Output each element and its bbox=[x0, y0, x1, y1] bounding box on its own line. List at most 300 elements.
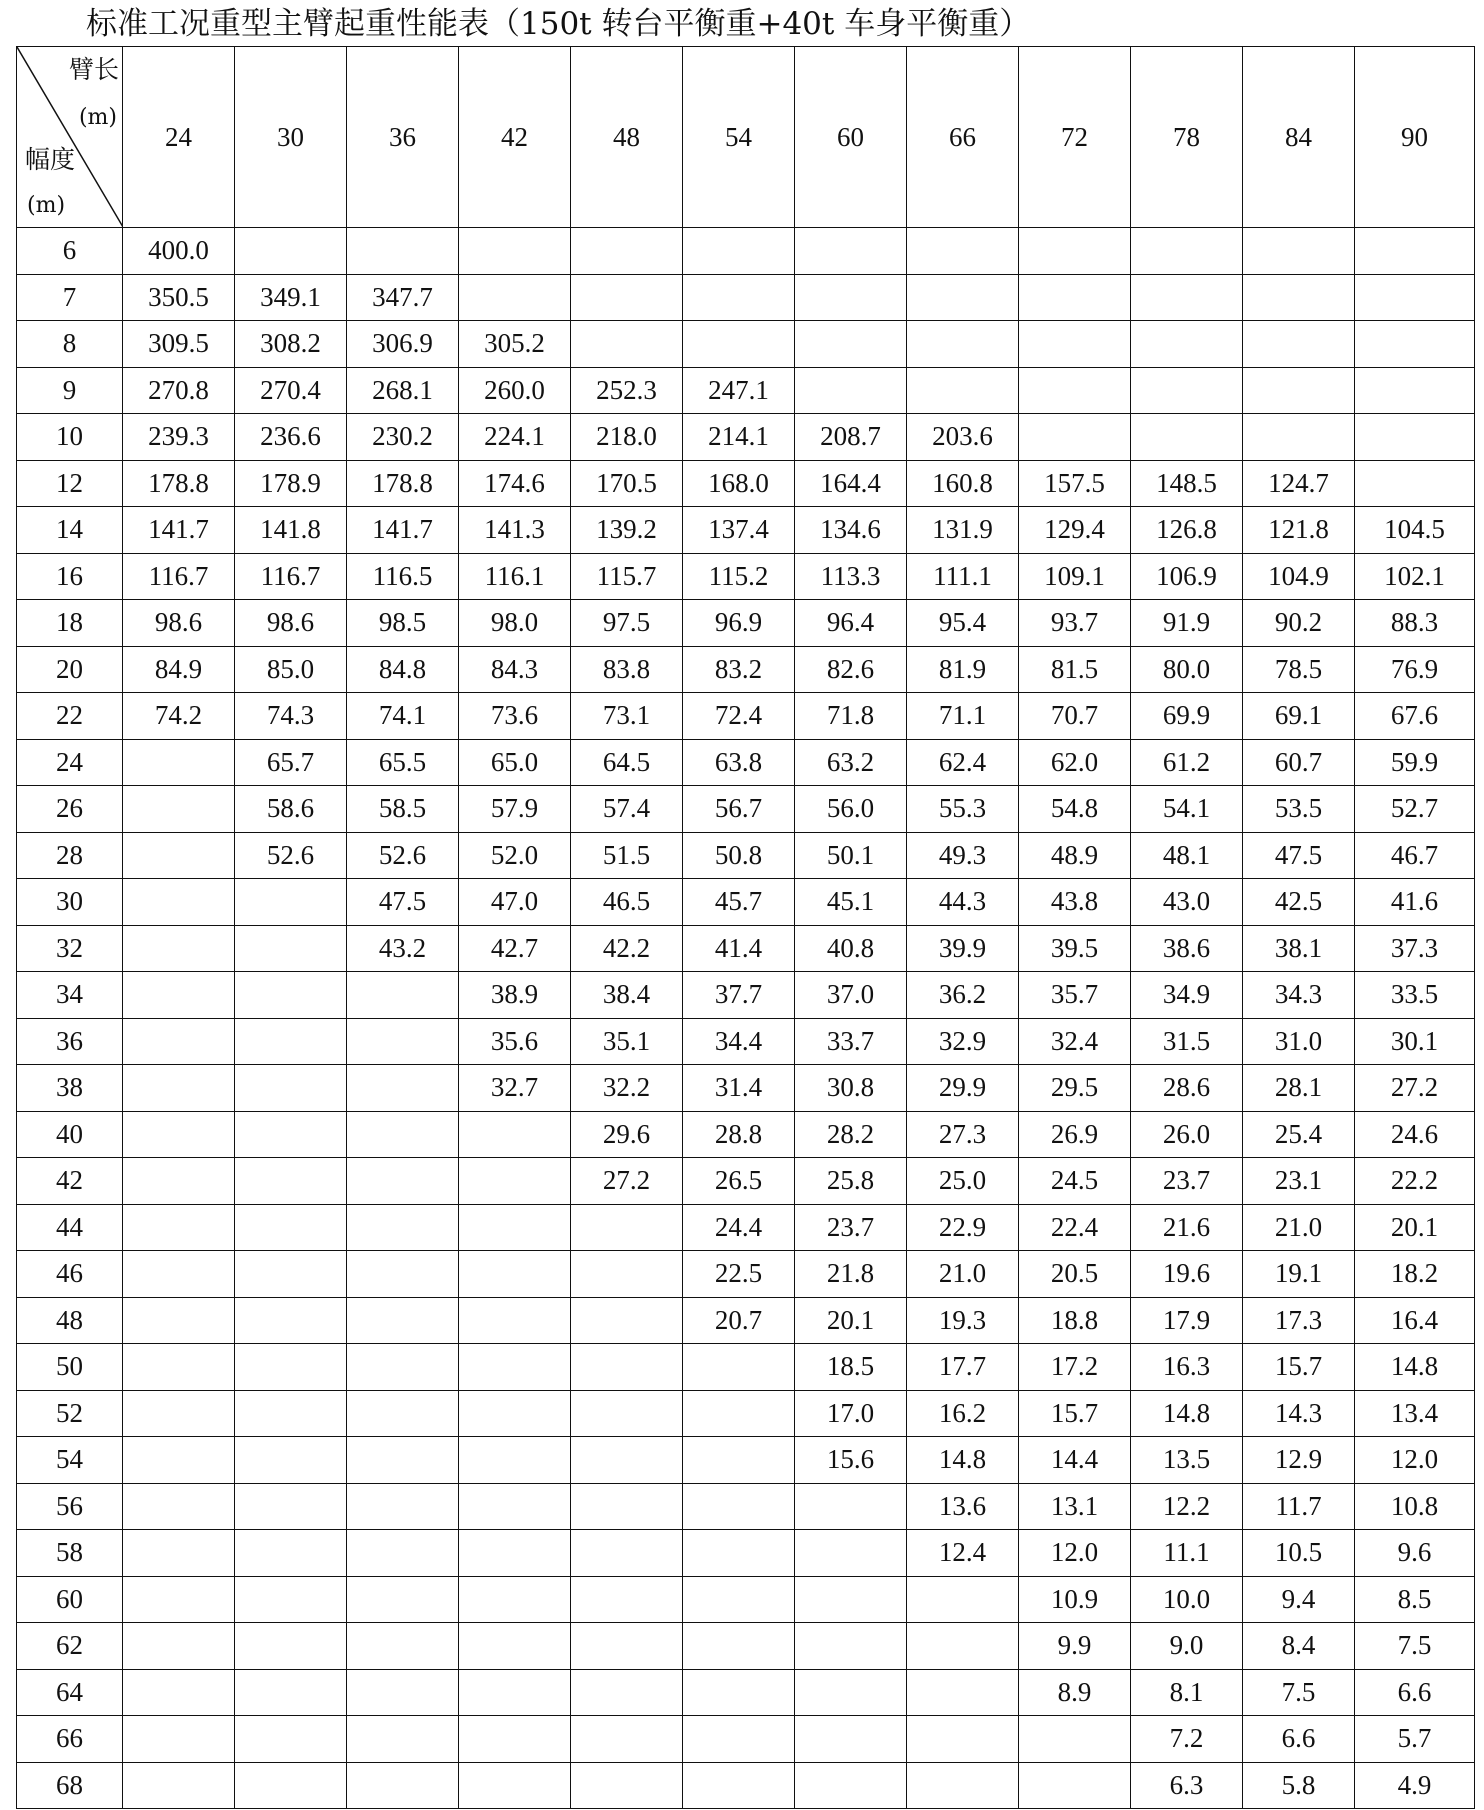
capacity-cell bbox=[683, 1483, 795, 1530]
capacity-cell: 160.8 bbox=[907, 460, 1019, 507]
capacity-cell: 48.9 bbox=[1019, 832, 1131, 879]
capacity-cell bbox=[235, 1390, 347, 1437]
capacity-cell bbox=[123, 1111, 235, 1158]
capacity-cell: 65.7 bbox=[235, 739, 347, 786]
capacity-cell: 65.5 bbox=[347, 739, 459, 786]
capacity-cell bbox=[123, 1204, 235, 1251]
capacity-cell: 102.1 bbox=[1355, 553, 1475, 600]
capacity-cell: 28.6 bbox=[1131, 1065, 1243, 1112]
capacity-cell: 104.5 bbox=[1355, 507, 1475, 554]
capacity-cell bbox=[123, 1018, 235, 1065]
capacity-cell: 4.9 bbox=[1355, 1762, 1475, 1809]
capacity-cell: 6.6 bbox=[1243, 1716, 1355, 1763]
capacity-cell bbox=[123, 1344, 235, 1391]
capacity-cell: 28.2 bbox=[795, 1111, 907, 1158]
capacity-cell: 116.7 bbox=[123, 553, 235, 600]
capacity-cell bbox=[235, 1716, 347, 1763]
capacity-cell: 178.9 bbox=[235, 460, 347, 507]
radius-cell: 16 bbox=[17, 553, 123, 600]
capacity-cell: 61.2 bbox=[1131, 739, 1243, 786]
capacity-cell bbox=[235, 1065, 347, 1112]
radius-cell: 66 bbox=[17, 1716, 123, 1763]
capacity-cell bbox=[683, 1669, 795, 1716]
capacity-cell: 6.3 bbox=[1131, 1762, 1243, 1809]
capacity-cell bbox=[347, 1669, 459, 1716]
table-row bbox=[17, 1018, 1475, 1065]
capacity-cell: 349.1 bbox=[235, 274, 347, 321]
capacity-cell bbox=[235, 925, 347, 972]
capacity-cell bbox=[123, 1530, 235, 1577]
capacity-cell bbox=[683, 1390, 795, 1437]
capacity-cell: 109.1 bbox=[1019, 553, 1131, 600]
capacity-cell: 83.2 bbox=[683, 646, 795, 693]
table-row bbox=[17, 1716, 1475, 1763]
capacity-cell: 30.1 bbox=[1355, 1018, 1475, 1065]
capacity-cell: 98.0 bbox=[459, 600, 571, 647]
capacity-cell bbox=[1243, 228, 1355, 275]
capacity-cell: 35.1 bbox=[571, 1018, 683, 1065]
boom-length-header: 54 bbox=[683, 47, 795, 228]
capacity-cell: 270.4 bbox=[235, 367, 347, 414]
capacity-cell: 56.7 bbox=[683, 786, 795, 833]
capacity-cell: 32.9 bbox=[907, 1018, 1019, 1065]
capacity-cell bbox=[571, 1437, 683, 1484]
capacity-cell bbox=[123, 1576, 235, 1623]
capacity-cell: 36.2 bbox=[907, 972, 1019, 1019]
capacity-cell: 52.0 bbox=[459, 832, 571, 879]
capacity-cell: 178.8 bbox=[347, 460, 459, 507]
capacity-cell bbox=[347, 1623, 459, 1670]
capacity-cell bbox=[907, 367, 1019, 414]
capacity-cell: 10.0 bbox=[1131, 1576, 1243, 1623]
capacity-cell: 115.2 bbox=[683, 553, 795, 600]
capacity-cell: 116.5 bbox=[347, 553, 459, 600]
radius-cell: 24 bbox=[17, 739, 123, 786]
capacity-cell: 69.1 bbox=[1243, 693, 1355, 740]
capacity-cell: 23.7 bbox=[795, 1204, 907, 1251]
capacity-cell: 39.5 bbox=[1019, 925, 1131, 972]
capacity-cell bbox=[459, 1716, 571, 1763]
capacity-cell: 15.6 bbox=[795, 1437, 907, 1484]
capacity-cell: 50.8 bbox=[683, 832, 795, 879]
capacity-cell: 95.4 bbox=[907, 600, 1019, 647]
capacity-cell: 41.6 bbox=[1355, 879, 1475, 926]
capacity-cell: 148.5 bbox=[1131, 460, 1243, 507]
capacity-cell: 214.1 bbox=[683, 414, 795, 461]
table-row bbox=[17, 1437, 1475, 1484]
table-row bbox=[17, 1204, 1475, 1251]
table-row bbox=[17, 1576, 1475, 1623]
capacity-cell bbox=[683, 1530, 795, 1577]
capacity-cell bbox=[1019, 414, 1131, 461]
capacity-cell: 309.5 bbox=[123, 321, 235, 368]
capacity-cell bbox=[571, 1251, 683, 1298]
capacity-cell: 137.4 bbox=[683, 507, 795, 554]
capacity-cell: 106.9 bbox=[1131, 553, 1243, 600]
capacity-cell: 85.0 bbox=[235, 646, 347, 693]
capacity-cell: 116.7 bbox=[235, 553, 347, 600]
capacity-cell bbox=[459, 1623, 571, 1670]
capacity-cell bbox=[347, 228, 459, 275]
capacity-cell bbox=[683, 321, 795, 368]
boom-length-header: 30 bbox=[235, 47, 347, 228]
capacity-cell bbox=[1355, 321, 1475, 368]
capacity-cell bbox=[123, 1437, 235, 1484]
capacity-cell: 14.8 bbox=[1355, 1344, 1475, 1391]
capacity-cell: 14.8 bbox=[1131, 1390, 1243, 1437]
capacity-cell bbox=[683, 1437, 795, 1484]
capacity-cell bbox=[347, 1344, 459, 1391]
capacity-cell: 44.3 bbox=[907, 879, 1019, 926]
capacity-cell: 10.8 bbox=[1355, 1483, 1475, 1530]
capacity-cell: 236.6 bbox=[235, 414, 347, 461]
capacity-cell bbox=[907, 1762, 1019, 1809]
capacity-cell: 306.9 bbox=[347, 321, 459, 368]
capacity-cell: 141.3 bbox=[459, 507, 571, 554]
capacity-cell: 31.5 bbox=[1131, 1018, 1243, 1065]
capacity-cell: 37.3 bbox=[1355, 925, 1475, 972]
capacity-cell: 88.3 bbox=[1355, 600, 1475, 647]
capacity-cell: 52.7 bbox=[1355, 786, 1475, 833]
capacity-cell: 20.7 bbox=[683, 1297, 795, 1344]
capacity-cell: 26.0 bbox=[1131, 1111, 1243, 1158]
capacity-cell: 25.8 bbox=[795, 1158, 907, 1205]
capacity-cell: 96.9 bbox=[683, 600, 795, 647]
capacity-cell: 141.7 bbox=[347, 507, 459, 554]
capacity-cell bbox=[683, 228, 795, 275]
load-chart-table bbox=[16, 46, 1475, 1809]
capacity-cell: 41.4 bbox=[683, 925, 795, 972]
table-row bbox=[17, 367, 1475, 414]
boom-length-header: 72 bbox=[1019, 47, 1131, 228]
capacity-cell: 46.5 bbox=[571, 879, 683, 926]
radius-cell: 28 bbox=[17, 832, 123, 879]
capacity-cell: 115.7 bbox=[571, 553, 683, 600]
capacity-cell bbox=[347, 1762, 459, 1809]
capacity-cell: 49.3 bbox=[907, 832, 1019, 879]
capacity-cell: 13.1 bbox=[1019, 1483, 1131, 1530]
capacity-cell bbox=[459, 274, 571, 321]
capacity-cell: 63.2 bbox=[795, 739, 907, 786]
radius-cell: 52 bbox=[17, 1390, 123, 1437]
capacity-cell bbox=[347, 1483, 459, 1530]
table-row bbox=[17, 925, 1475, 972]
capacity-cell: 80.0 bbox=[1131, 646, 1243, 693]
capacity-cell: 74.3 bbox=[235, 693, 347, 740]
table-row bbox=[17, 1390, 1475, 1437]
capacity-cell: 47.5 bbox=[1243, 832, 1355, 879]
capacity-cell: 168.0 bbox=[683, 460, 795, 507]
capacity-cell: 19.3 bbox=[907, 1297, 1019, 1344]
capacity-cell bbox=[795, 1623, 907, 1670]
capacity-cell bbox=[1019, 274, 1131, 321]
radius-cell: 48 bbox=[17, 1297, 123, 1344]
capacity-cell: 260.0 bbox=[459, 367, 571, 414]
capacity-cell: 42.7 bbox=[459, 925, 571, 972]
capacity-cell: 164.4 bbox=[795, 460, 907, 507]
table-row bbox=[17, 832, 1475, 879]
capacity-cell bbox=[347, 1576, 459, 1623]
capacity-cell bbox=[1019, 228, 1131, 275]
radius-cell: 22 bbox=[17, 693, 123, 740]
capacity-cell bbox=[235, 1437, 347, 1484]
capacity-cell bbox=[571, 1344, 683, 1391]
capacity-cell: 12.0 bbox=[1355, 1437, 1475, 1484]
capacity-cell bbox=[123, 972, 235, 1019]
capacity-cell bbox=[571, 1576, 683, 1623]
capacity-cell: 26.5 bbox=[683, 1158, 795, 1205]
capacity-cell: 104.9 bbox=[1243, 553, 1355, 600]
capacity-cell bbox=[1019, 321, 1131, 368]
capacity-cell bbox=[795, 1530, 907, 1577]
capacity-cell bbox=[1243, 414, 1355, 461]
capacity-cell: 81.9 bbox=[907, 646, 1019, 693]
capacity-cell: 62.4 bbox=[907, 739, 1019, 786]
capacity-cell bbox=[795, 228, 907, 275]
capacity-cell bbox=[123, 1716, 235, 1763]
capacity-cell: 55.3 bbox=[907, 786, 1019, 833]
table-row bbox=[17, 739, 1475, 786]
capacity-cell bbox=[1355, 367, 1475, 414]
table-row bbox=[17, 1483, 1475, 1530]
radius-cell: 7 bbox=[17, 274, 123, 321]
capacity-cell: 224.1 bbox=[459, 414, 571, 461]
capacity-cell bbox=[123, 832, 235, 879]
capacity-cell: 20.5 bbox=[1019, 1251, 1131, 1298]
capacity-cell bbox=[1243, 321, 1355, 368]
capacity-cell: 37.0 bbox=[795, 972, 907, 1019]
capacity-cell: 43.0 bbox=[1131, 879, 1243, 926]
capacity-cell: 157.5 bbox=[1019, 460, 1131, 507]
capacity-cell: 27.3 bbox=[907, 1111, 1019, 1158]
capacity-cell bbox=[347, 1158, 459, 1205]
capacity-cell: 38.4 bbox=[571, 972, 683, 1019]
table-row bbox=[17, 1158, 1475, 1205]
capacity-cell: 22.5 bbox=[683, 1251, 795, 1298]
capacity-cell: 69.9 bbox=[1131, 693, 1243, 740]
capacity-cell: 33.5 bbox=[1355, 972, 1475, 1019]
capacity-cell: 28.1 bbox=[1243, 1065, 1355, 1112]
capacity-cell: 14.4 bbox=[1019, 1437, 1131, 1484]
capacity-cell: 13.6 bbox=[907, 1483, 1019, 1530]
capacity-cell bbox=[123, 1623, 235, 1670]
boom-length-header: 90 bbox=[1355, 47, 1475, 228]
capacity-cell: 27.2 bbox=[571, 1158, 683, 1205]
boom-length-header: 36 bbox=[347, 47, 459, 228]
radius-cell: 42 bbox=[17, 1158, 123, 1205]
boom-length-header: 24 bbox=[123, 47, 235, 228]
capacity-cell bbox=[123, 1065, 235, 1112]
capacity-cell bbox=[1355, 460, 1475, 507]
header-row bbox=[17, 47, 1475, 228]
radius-unit: (m) bbox=[27, 193, 66, 218]
capacity-cell bbox=[459, 1251, 571, 1298]
capacity-cell: 7.2 bbox=[1131, 1716, 1243, 1763]
radius-cell: 68 bbox=[17, 1762, 123, 1809]
capacity-cell: 26.9 bbox=[1019, 1111, 1131, 1158]
capacity-cell: 400.0 bbox=[123, 228, 235, 275]
capacity-cell bbox=[235, 1111, 347, 1158]
capacity-cell: 30.8 bbox=[795, 1065, 907, 1112]
capacity-cell bbox=[795, 1483, 907, 1530]
capacity-cell: 98.5 bbox=[347, 600, 459, 647]
capacity-cell: 141.8 bbox=[235, 507, 347, 554]
capacity-cell: 121.8 bbox=[1243, 507, 1355, 554]
capacity-cell bbox=[683, 1576, 795, 1623]
capacity-cell: 48.1 bbox=[1131, 832, 1243, 879]
capacity-cell bbox=[907, 228, 1019, 275]
capacity-cell: 20.1 bbox=[795, 1297, 907, 1344]
capacity-cell: 8.1 bbox=[1131, 1669, 1243, 1716]
capacity-cell: 62.0 bbox=[1019, 739, 1131, 786]
capacity-cell: 50.1 bbox=[795, 832, 907, 879]
capacity-cell: 134.6 bbox=[795, 507, 907, 554]
capacity-cell: 47.5 bbox=[347, 879, 459, 926]
capacity-cell: 12.4 bbox=[907, 1530, 1019, 1577]
capacity-cell: 24.4 bbox=[683, 1204, 795, 1251]
capacity-cell: 67.6 bbox=[1355, 693, 1475, 740]
capacity-cell: 46.7 bbox=[1355, 832, 1475, 879]
capacity-cell: 73.1 bbox=[571, 693, 683, 740]
capacity-cell: 42.2 bbox=[571, 925, 683, 972]
capacity-cell: 24.5 bbox=[1019, 1158, 1131, 1205]
capacity-cell: 32.2 bbox=[571, 1065, 683, 1112]
capacity-cell bbox=[123, 879, 235, 926]
radius-cell: 10 bbox=[17, 414, 123, 461]
capacity-cell bbox=[571, 1204, 683, 1251]
capacity-cell bbox=[123, 1762, 235, 1809]
radius-cell: 8 bbox=[17, 321, 123, 368]
capacity-cell bbox=[459, 1204, 571, 1251]
boom-length-header: 66 bbox=[907, 47, 1019, 228]
capacity-cell: 90.2 bbox=[1243, 600, 1355, 647]
capacity-cell: 29.5 bbox=[1019, 1065, 1131, 1112]
table-row bbox=[17, 553, 1475, 600]
table-row bbox=[17, 1344, 1475, 1391]
table-row bbox=[17, 1669, 1475, 1716]
capacity-cell: 28.8 bbox=[683, 1111, 795, 1158]
capacity-cell: 43.8 bbox=[1019, 879, 1131, 926]
capacity-cell: 51.5 bbox=[571, 832, 683, 879]
capacity-cell: 19.1 bbox=[1243, 1251, 1355, 1298]
capacity-cell bbox=[235, 1251, 347, 1298]
capacity-cell bbox=[235, 1483, 347, 1530]
capacity-cell: 21.8 bbox=[795, 1251, 907, 1298]
capacity-cell: 34.9 bbox=[1131, 972, 1243, 1019]
capacity-cell: 74.1 bbox=[347, 693, 459, 740]
radius-cell: 20 bbox=[17, 646, 123, 693]
capacity-cell: 21.0 bbox=[907, 1251, 1019, 1298]
capacity-cell bbox=[459, 1297, 571, 1344]
table-row bbox=[17, 1530, 1475, 1577]
radius-cell: 12 bbox=[17, 460, 123, 507]
capacity-cell: 29.9 bbox=[907, 1065, 1019, 1112]
capacity-cell bbox=[459, 1483, 571, 1530]
capacity-cell: 78.5 bbox=[1243, 646, 1355, 693]
capacity-cell: 9.6 bbox=[1355, 1530, 1475, 1577]
capacity-cell: 84.8 bbox=[347, 646, 459, 693]
table-row bbox=[17, 646, 1475, 693]
capacity-cell bbox=[235, 1297, 347, 1344]
capacity-cell: 54.8 bbox=[1019, 786, 1131, 833]
capacity-cell bbox=[795, 321, 907, 368]
table-row bbox=[17, 274, 1475, 321]
capacity-cell bbox=[907, 1576, 1019, 1623]
capacity-cell: 70.7 bbox=[1019, 693, 1131, 740]
table-row bbox=[17, 1297, 1475, 1344]
capacity-cell: 73.6 bbox=[459, 693, 571, 740]
capacity-cell: 10.5 bbox=[1243, 1530, 1355, 1577]
capacity-cell: 43.2 bbox=[347, 925, 459, 972]
capacity-cell: 22.2 bbox=[1355, 1158, 1475, 1205]
capacity-cell: 12.2 bbox=[1131, 1483, 1243, 1530]
capacity-cell: 20.1 bbox=[1355, 1204, 1475, 1251]
capacity-cell bbox=[459, 1576, 571, 1623]
radius-cell: 18 bbox=[17, 600, 123, 647]
capacity-cell bbox=[1131, 414, 1243, 461]
capacity-cell: 81.5 bbox=[1019, 646, 1131, 693]
table-row bbox=[17, 600, 1475, 647]
radius-cell: 38 bbox=[17, 1065, 123, 1112]
capacity-cell bbox=[907, 321, 1019, 368]
capacity-cell bbox=[459, 1390, 571, 1437]
capacity-cell bbox=[123, 1297, 235, 1344]
capacity-cell bbox=[1019, 1762, 1131, 1809]
capacity-cell: 8.9 bbox=[1019, 1669, 1131, 1716]
capacity-cell bbox=[347, 1018, 459, 1065]
table-row bbox=[17, 786, 1475, 833]
capacity-cell: 93.7 bbox=[1019, 600, 1131, 647]
capacity-cell bbox=[123, 1251, 235, 1298]
radius-cell: 54 bbox=[17, 1437, 123, 1484]
capacity-cell bbox=[795, 1762, 907, 1809]
capacity-cell: 126.8 bbox=[1131, 507, 1243, 554]
capacity-cell: 52.6 bbox=[347, 832, 459, 879]
capacity-cell: 33.7 bbox=[795, 1018, 907, 1065]
capacity-cell: 47.0 bbox=[459, 879, 571, 926]
capacity-cell: 45.7 bbox=[683, 879, 795, 926]
capacity-cell: 37.7 bbox=[683, 972, 795, 1019]
boom-length-unit: (m) bbox=[78, 105, 117, 130]
capacity-cell bbox=[123, 1390, 235, 1437]
capacity-cell: 5.7 bbox=[1355, 1716, 1475, 1763]
capacity-cell: 18.5 bbox=[795, 1344, 907, 1391]
radius-cell: 46 bbox=[17, 1251, 123, 1298]
capacity-cell: 98.6 bbox=[235, 600, 347, 647]
capacity-cell: 82.6 bbox=[795, 646, 907, 693]
capacity-cell: 53.5 bbox=[1243, 786, 1355, 833]
radius-cell: 40 bbox=[17, 1111, 123, 1158]
capacity-cell bbox=[907, 1669, 1019, 1716]
radius-cell: 32 bbox=[17, 925, 123, 972]
capacity-cell: 14.8 bbox=[907, 1437, 1019, 1484]
capacity-cell: 247.1 bbox=[683, 367, 795, 414]
capacity-cell: 305.2 bbox=[459, 321, 571, 368]
capacity-cell: 139.2 bbox=[571, 507, 683, 554]
capacity-cell bbox=[235, 1204, 347, 1251]
document-title: 标准工况重型主臂起重性能表（150t 转台平衡重+40t 车身平衡重） bbox=[86, 6, 1031, 42]
capacity-cell: 124.7 bbox=[1243, 460, 1355, 507]
capacity-cell: 203.6 bbox=[907, 414, 1019, 461]
capacity-cell: 14.3 bbox=[1243, 1390, 1355, 1437]
capacity-cell: 350.5 bbox=[123, 274, 235, 321]
capacity-cell bbox=[235, 1669, 347, 1716]
capacity-cell: 16.3 bbox=[1131, 1344, 1243, 1391]
table-row bbox=[17, 321, 1475, 368]
capacity-cell bbox=[1131, 367, 1243, 414]
capacity-cell: 57.4 bbox=[571, 786, 683, 833]
capacity-cell: 22.9 bbox=[907, 1204, 1019, 1251]
